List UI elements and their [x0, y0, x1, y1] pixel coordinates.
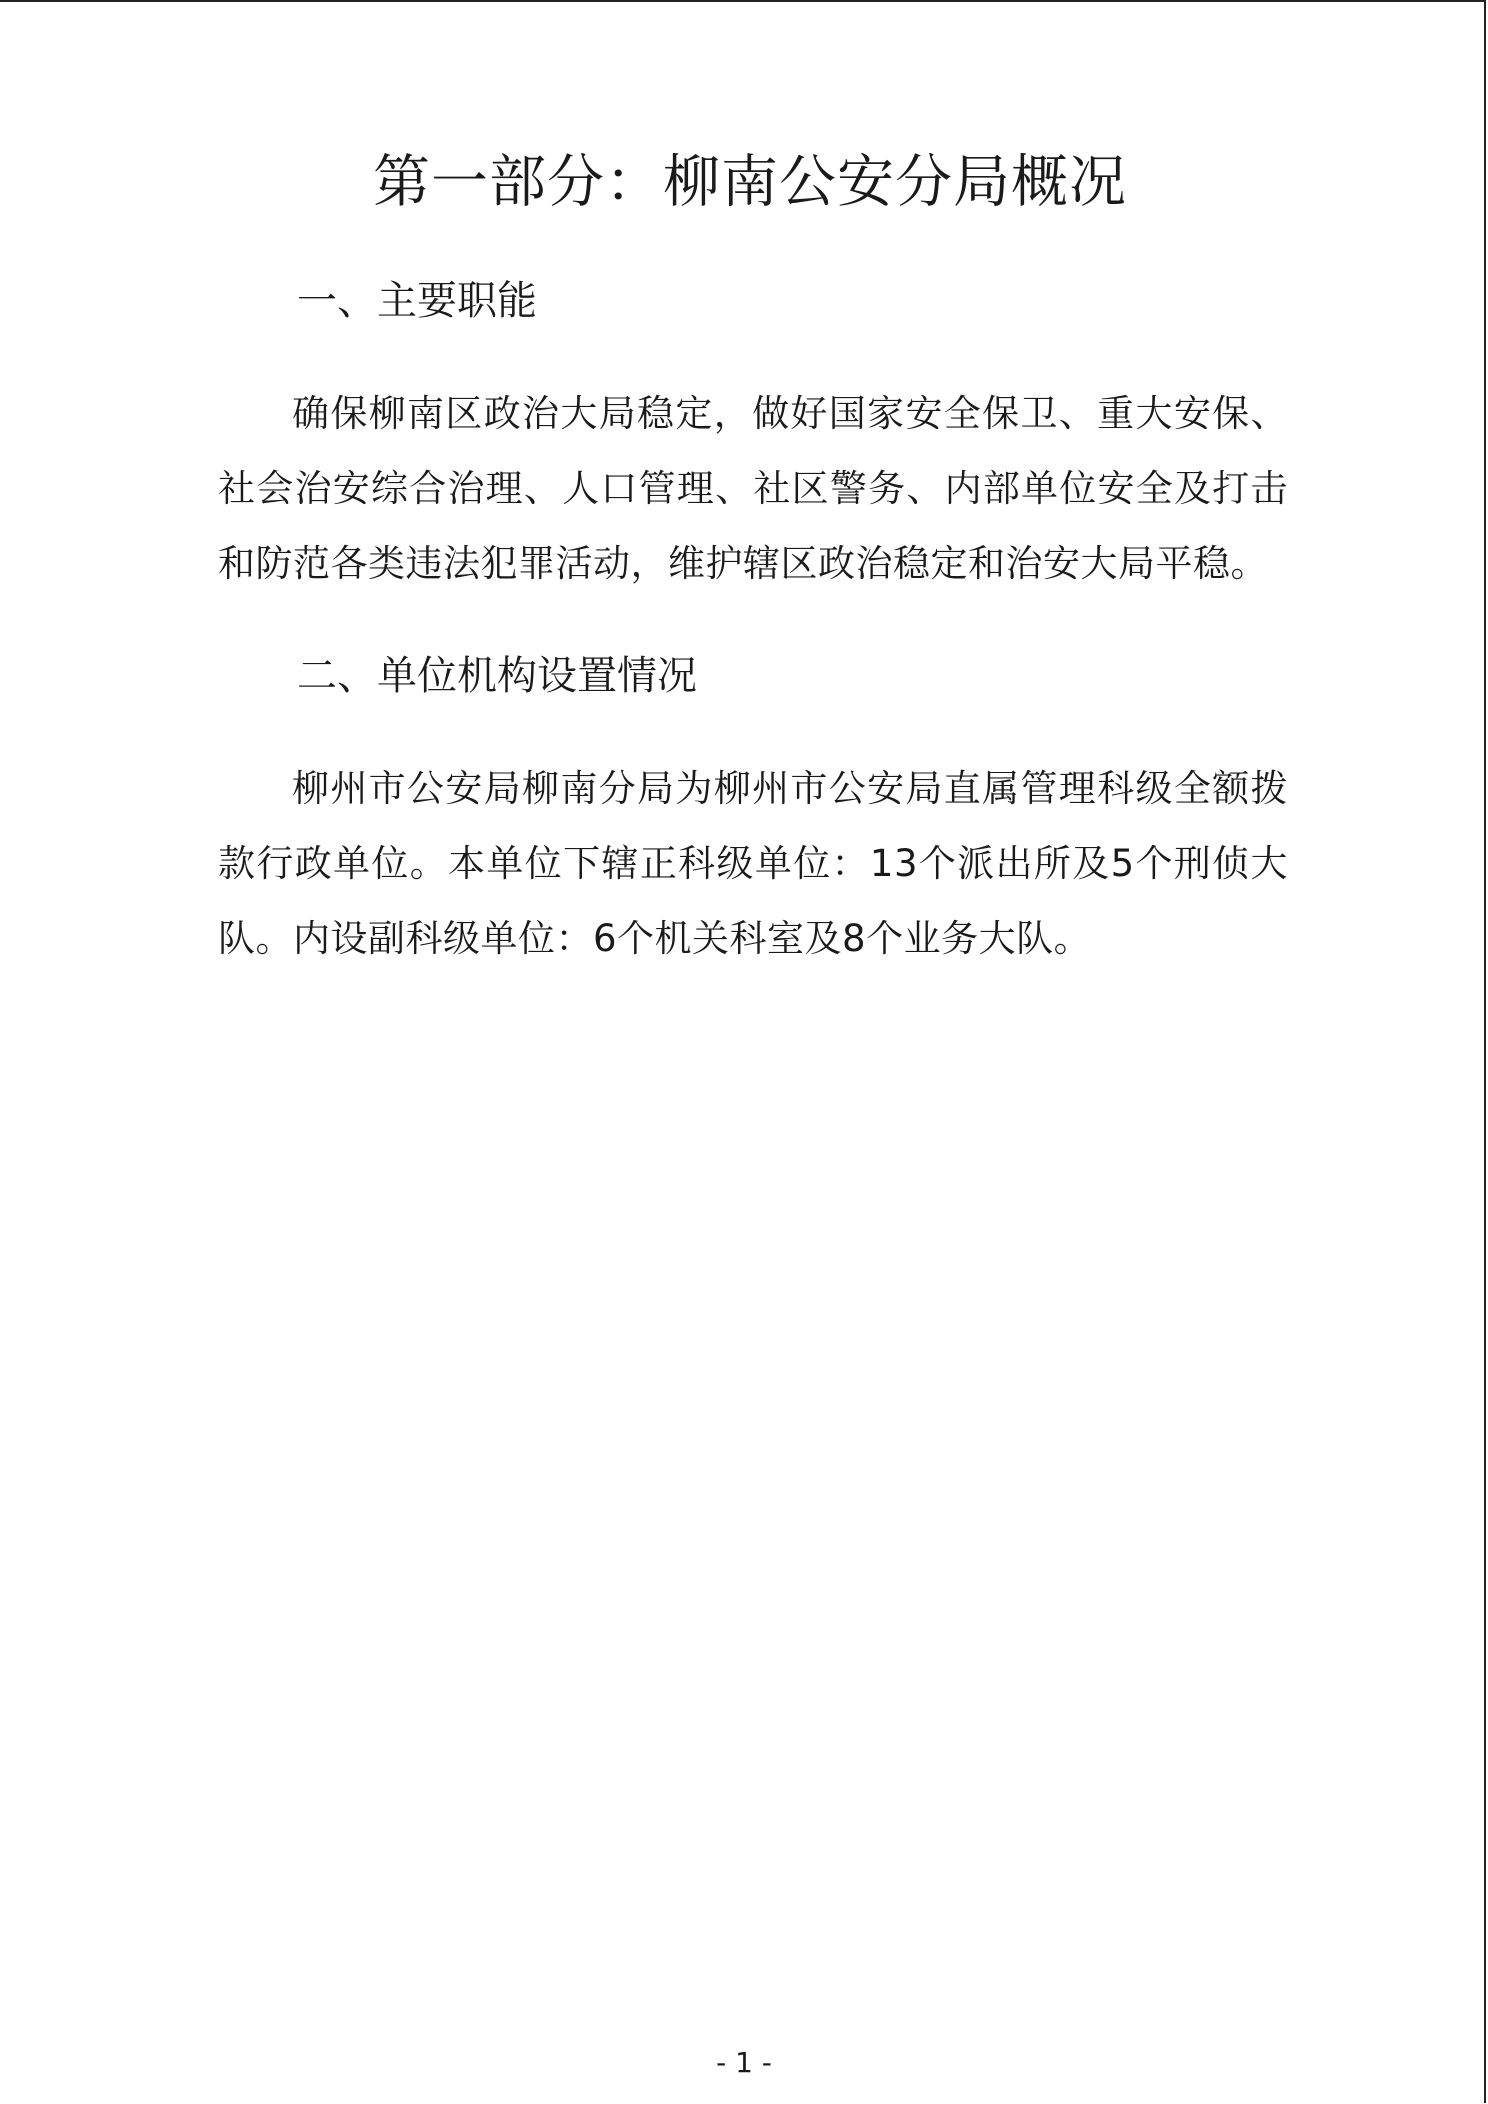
- section-body-organization: 柳州市公安局柳南分局为柳州市公安局直属管理科级全额拨款行政单位。本单位下辖正科级单位：13个派出所及5个刑侦大队。内设副科级单位：6个机关科室及8个业务大队。: [218, 767, 1288, 960]
- section-body-main-functions: 确保柳南区政治大局稳定，做好国家安全保卫、重大安保、社会治安综合治理、人口管理、社区警务、内部单位安全及打击和防范各类违法犯罪活动，维护辖区政治稳定和治安大局平稳。: [218, 392, 1288, 585]
- section-heading-organization: 二、单位机构设置情况: [297, 653, 697, 699]
- page-number: - 1 -: [716, 2046, 772, 2079]
- page-title: 第一部分：柳南公安分局概况: [373, 149, 1127, 215]
- section-heading-main-functions: 一、主要职能: [297, 278, 537, 324]
